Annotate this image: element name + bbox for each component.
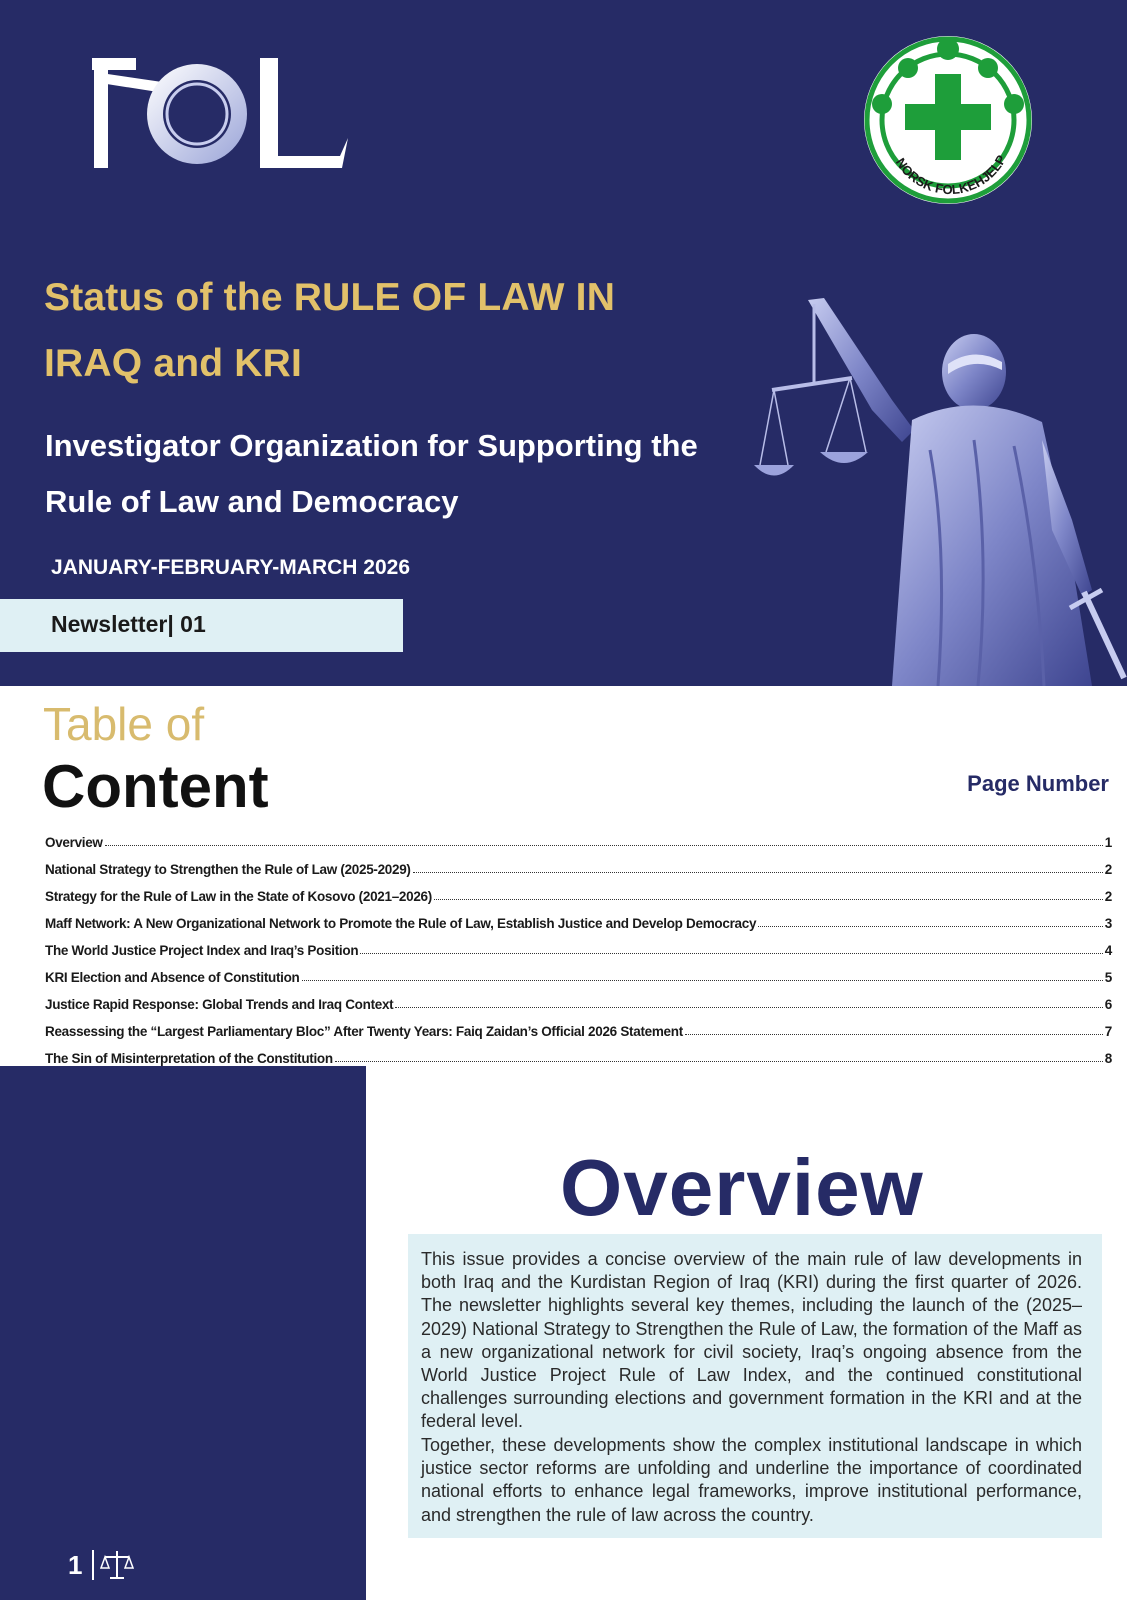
toc-entry-title: National Strategy to Strengthen the Rule of Law (2025-2029) <box>45 862 411 877</box>
toc-entry-kri-election[interactable] <box>45 958 1112 985</box>
iol-logo-graphic <box>92 52 352 182</box>
organization-name-line-2: Rule of Law and Democracy <box>45 484 459 519</box>
issue-period: JANUARY-FEBRUARY-MARCH 2026 <box>51 556 410 579</box>
toc-entry-page: 3 <box>1104 916 1112 931</box>
toc-leader-dots <box>758 925 1103 927</box>
newsletter-label: Newsletter| 01 <box>51 611 206 637</box>
toc-entry-largest-bloc[interactable] <box>45 1012 1112 1039</box>
toc-entry-title: Reassessing the “Largest Parliamentary Bloc” After Twenty Years: Faiq Zaidan’s Official 2026 Statement <box>45 1024 683 1039</box>
toc-entry-title: Maff Network: A New Organizational Network to Promote the Rule of Law, Establish Justice and Develop Democracy <box>45 916 757 931</box>
toc-leader-dots <box>685 1033 1103 1035</box>
page-number: 1 <box>68 1549 83 1580</box>
report-title-line-1: Status of the RULE OF LAW IN <box>44 276 616 319</box>
overview-heading: Overview <box>560 1143 924 1232</box>
partner-seal-text: NORSK FOLKEHJELP <box>892 152 1010 198</box>
norsk-folkehjelp-logo <box>862 34 1034 206</box>
toc-entry-wjp-index[interactable] <box>45 931 1112 958</box>
organization-name-line-1: Investigator Organization for Supporting the <box>45 428 698 463</box>
toc-entry-title: Overview <box>45 835 103 850</box>
toc-leader-dots <box>413 871 1103 873</box>
cover-banner <box>0 0 1127 686</box>
toc-entry-page: 5 <box>1104 970 1112 985</box>
scales-of-justice-icon <box>100 1548 134 1582</box>
toc-leader-dots <box>395 1006 1102 1008</box>
page-footer <box>68 1548 134 1582</box>
newsletter-badge <box>0 599 403 652</box>
toc-heading-light: Table of <box>43 698 205 750</box>
lady-justice-illustration <box>752 290 1127 686</box>
report-title-line-2: IRAQ and KRI <box>44 342 303 385</box>
toc-leader-dots <box>434 898 1103 900</box>
toc-entry-title: Justice Rapid Response: Global Trends and Iraq Context <box>45 997 394 1012</box>
overview-text-box <box>408 1234 1102 1538</box>
partner-seal-graphic <box>862 34 1034 206</box>
toc-entry-page: 1 <box>1104 835 1112 850</box>
toc-leader-dots <box>360 952 1103 954</box>
toc-entry-national-strategy[interactable] <box>45 850 1112 877</box>
toc-leader-dots <box>335 1060 1103 1062</box>
toc-entry-title: The World Justice Project Index and Iraq’s Position <box>45 943 359 958</box>
toc-entry-overview[interactable] <box>45 823 1112 850</box>
toc-entry-page: 8 <box>1104 1051 1112 1066</box>
toc-entry-justice-rapid-response[interactable] <box>45 985 1112 1012</box>
toc-entry-misinterpretation[interactable] <box>45 1039 1112 1066</box>
toc-entry-page: 4 <box>1104 943 1112 958</box>
page-number-column-header: Page Number <box>967 771 1109 796</box>
toc-leader-dots <box>302 979 1103 981</box>
toc-entry-title: Strategy for the Rule of Law in the State of Kosovo (2021–2026) <box>45 889 432 904</box>
toc-entry-page: 2 <box>1104 889 1112 904</box>
overview-paragraph-2: Together, these developments show the complex institutional landscape in which justice sector reforms are unfolding and underline the importance of coordinated national efforts to enhance legal frameworks, improve institutional performance, and strengthen the rule of law across the country. <box>421 1435 1082 1525</box>
toc-heading-bold: Content <box>42 753 269 820</box>
iol-logo <box>92 52 352 182</box>
footer-divider <box>92 1550 94 1580</box>
toc-entry-title: The Sin of Misinterpretation of the Constitution <box>45 1051 333 1066</box>
lady-justice-graphic <box>752 290 1127 686</box>
toc-entry-page: 7 <box>1104 1024 1112 1039</box>
toc-entry-title: KRI Election and Absence of Constitution <box>45 970 300 985</box>
toc-entry-page: 6 <box>1104 997 1112 1012</box>
side-color-panel <box>0 1066 366 1600</box>
toc-list <box>45 823 1112 1066</box>
toc-entry-page: 2 <box>1104 862 1112 877</box>
toc-leader-dots <box>105 844 1103 846</box>
overview-paragraph-1: This issue provides a concise overview of the main rule of law developments in both Iraq and the Kurdistan Region of Iraq (KRI) during the first quarter of 2026. The newsletter highlights several key themes, including the launch of the (2025–2029) National Strategy to Strengthen the Rule of Law, the formation of the Maff as a new organizational network for civil society, Iraq’s ongoing absence from the World Justice Project Rule of Law Index, and the continued constitutional challenges surrounding elections and government formation in the KRI and at the federal level. <box>421 1249 1082 1432</box>
toc-entry-kosovo-strategy[interactable] <box>45 877 1112 904</box>
toc-entry-maff-network[interactable] <box>45 904 1112 931</box>
